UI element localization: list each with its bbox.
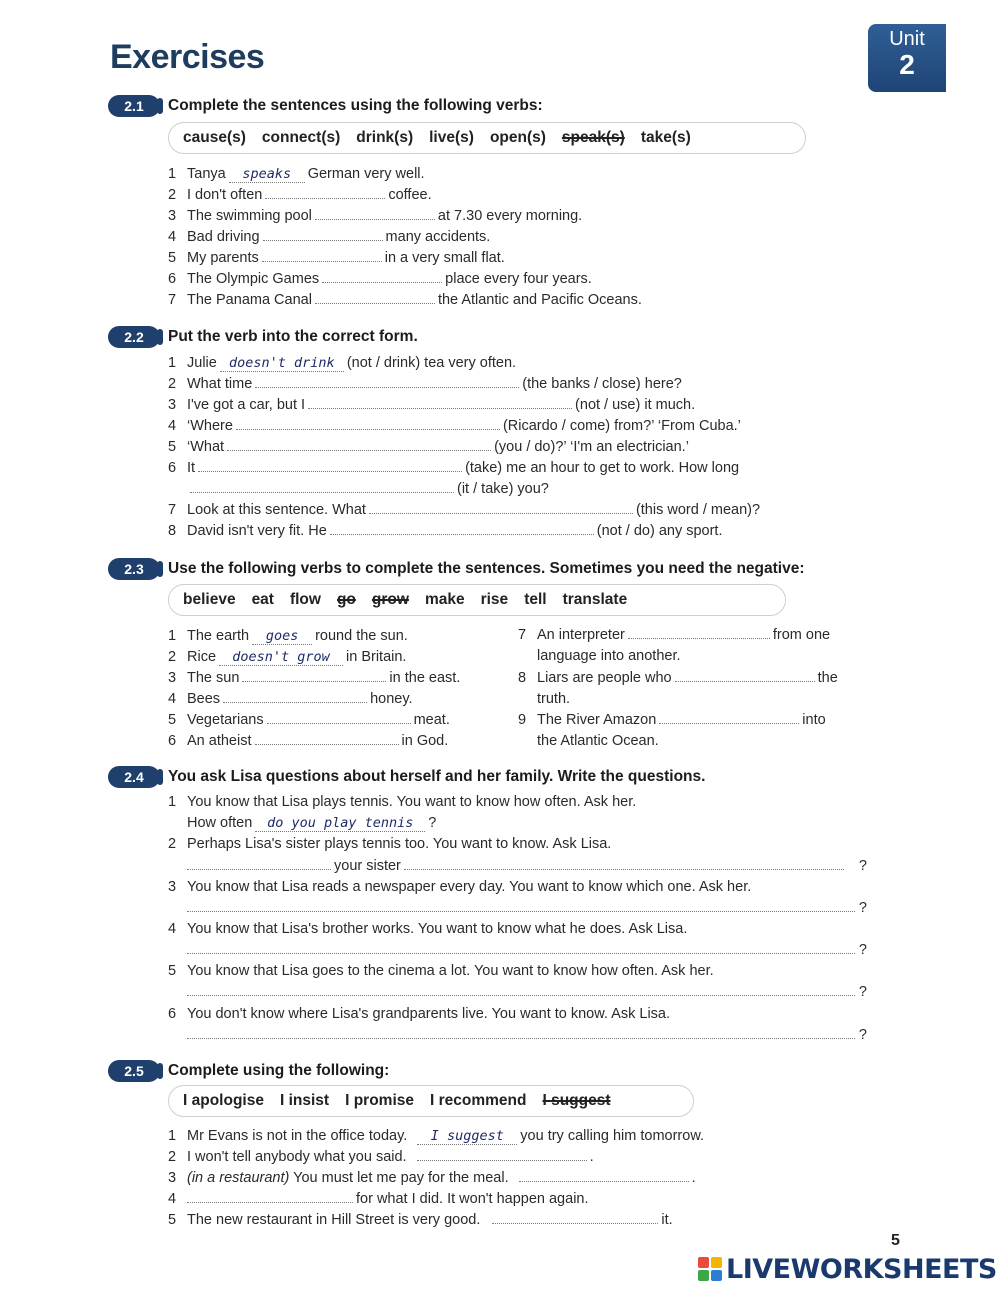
word: cause(s) <box>183 129 246 146</box>
liveworksheets-brand: LIVEWORKSHEETS <box>726 1253 997 1285</box>
answer-line: ? <box>187 898 867 918</box>
word: translate <box>562 591 628 608</box>
answer-line: ? <box>187 1025 867 1045</box>
answer-field[interactable] <box>223 689 367 703</box>
unit-number: 2 <box>899 49 915 80</box>
word: flow <box>289 591 321 608</box>
word: believe <box>183 591 236 608</box>
exercise-line: 5 ‘What (you / do)?’ ‘I'm an electrician.’ <box>168 439 689 455</box>
exercise-line: 9 The River Amazon into <box>518 712 826 728</box>
exercise-line-cont: truth. <box>537 691 571 707</box>
word-struck: I suggest <box>542 1092 611 1109</box>
answer-field[interactable]: goes <box>252 628 312 645</box>
word-box-2-5 <box>168 1085 694 1117</box>
word: rise <box>480 591 509 608</box>
exercise-line: 4 for what I did. It won't happen again. <box>168 1191 589 1207</box>
word-box-2-3 <box>168 584 786 616</box>
exercise-line: 4 Bad driving many accidents. <box>168 229 491 245</box>
section-badge-2-5: 2.5 <box>108 1060 160 1082</box>
answer-field[interactable]: speaks <box>229 166 305 183</box>
answer-field[interactable] <box>263 227 383 241</box>
exercise-line: 1 The earth goes round the sun. <box>168 628 408 644</box>
exercise-line: 4 Bees honey. <box>168 691 413 707</box>
exercise-line: 3 I've got a car, but I (not / use) it much. <box>168 397 696 413</box>
section-title-2-4: You ask Lisa questions about herself and her family. Write the questions. <box>168 768 706 785</box>
word-box-2-1 <box>168 122 806 154</box>
exercise-line: 2 I don't often coffee. <box>168 187 432 203</box>
answer-field[interactable] <box>417 1147 587 1161</box>
exercise-line-cont: the Atlantic Ocean. <box>537 733 659 749</box>
exercise-line: 5 My parents in a very small flat. <box>168 250 505 266</box>
word: I apologise <box>183 1092 264 1109</box>
exercise-line: 2 Rice doesn't grow in Britain. <box>168 649 407 665</box>
exercise-line: 3 (in a restaurant) You must let me pay for the meal. . <box>168 1170 696 1186</box>
exercise-line: 7 An interpreter from one <box>518 627 831 643</box>
answer-field[interactable] <box>227 437 491 451</box>
exercise-line-cont: language into another. <box>537 648 681 664</box>
answer-field[interactable] <box>190 479 454 493</box>
word-struck: go <box>336 591 356 608</box>
answer-field[interactable] <box>267 710 411 724</box>
answer-field[interactable] <box>404 856 844 870</box>
question-line: 2 Perhaps Lisa's sister plays tennis too. You want to know. Ask Lisa. <box>168 836 612 852</box>
answer-field[interactable]: doesn't grow <box>219 649 343 666</box>
answer-field[interactable] <box>187 856 331 870</box>
answer-field[interactable] <box>369 500 633 514</box>
exercise-line: 7 The Panama Canal the Atlantic and Pacific Oceans. <box>168 292 642 308</box>
answer-field[interactable] <box>519 1168 689 1182</box>
answer-field[interactable] <box>315 290 435 304</box>
section-title-2-1: Complete the sentences using the following verbs: <box>168 97 543 114</box>
exercise-line: 1 Julie doesn't drink (not / drink) tea very often. <box>168 355 517 371</box>
word: I insist <box>279 1092 330 1109</box>
answer-line: your sister ? <box>187 856 867 876</box>
answer-field[interactable]: I suggest <box>417 1128 517 1145</box>
answer-field[interactable] <box>262 248 382 262</box>
answer-field[interactable] <box>628 625 770 639</box>
answer-line: How often do you play tennis ? <box>187 815 437 831</box>
answer-field[interactable] <box>236 416 500 430</box>
page-title: Exercises <box>110 38 265 76</box>
word: connect(s) <box>261 129 341 146</box>
exercise-line: 5 Vegetarians meat. <box>168 712 450 728</box>
answer-field[interactable] <box>265 185 385 199</box>
unit-tab <box>868 24 946 92</box>
word: eat <box>251 591 274 608</box>
answer-field[interactable] <box>187 940 855 954</box>
answer-field[interactable] <box>187 982 855 996</box>
answer-field[interactable]: doesn't drink <box>220 355 344 372</box>
word: I promise <box>345 1092 414 1109</box>
answer-field[interactable] <box>659 710 799 724</box>
section-title-2-2: Put the verb into the correct form. <box>168 328 418 345</box>
exercise-line: 6 The Olympic Games place every four years. <box>168 271 592 287</box>
exercise-line: 1 Tanya speaks German very well. <box>168 166 425 182</box>
liveworksheets-logo[interactable] <box>698 1254 997 1284</box>
exercise-line: 6 It (take) me an hour to get to work. How long <box>168 460 740 476</box>
word: make <box>424 591 465 608</box>
section-badge-2-4: 2.4 <box>108 766 160 788</box>
word-struck: grow <box>371 591 409 608</box>
exercise-line: 5 The new restaurant in Hill Street is very good. it. <box>168 1212 673 1228</box>
exercise-line: 6 An atheist in God. <box>168 733 449 749</box>
word: take(s) <box>640 129 691 146</box>
word: open(s) <box>489 129 546 146</box>
answer-field[interactable] <box>255 731 399 745</box>
answer-field[interactable] <box>315 206 435 220</box>
exercise-line: (it / take) you? <box>168 479 549 499</box>
word: tell <box>524 591 547 608</box>
answer-field[interactable] <box>675 668 815 682</box>
answer-field[interactable] <box>308 395 572 409</box>
exercise-line: 3 The sun in the east. <box>168 670 461 686</box>
section-badge-2-3: 2.3 <box>108 558 160 580</box>
question-line: 5 You know that Lisa goes to the cinema a lot. You want to know how often. Ask her. <box>168 963 714 979</box>
unit-label: Unit <box>889 28 925 50</box>
answer-field[interactable]: do you play tennis <box>255 815 425 832</box>
section-badge-2-1: 2.1 <box>108 95 160 117</box>
exercise-line: 8 Liars are people who the <box>518 670 838 686</box>
exercise-line: 4 ‘Where (Ricardo / come) from?’ ‘From Cuba.’ <box>168 418 741 434</box>
question-line: 6 You don't know where Lisa's grandparents live. You want to know. Ask Lisa. <box>168 1006 671 1022</box>
answer-field[interactable] <box>187 1189 353 1203</box>
section-badge-2-2: 2.2 <box>108 326 160 348</box>
word: drink(s) <box>356 129 414 146</box>
exercise-line: 3 The swimming pool at 7.30 every morning. <box>168 208 583 224</box>
question-line: 3 You know that Lisa reads a newspaper every day. You want to know which one. Ask her. <box>168 879 752 895</box>
answer-field[interactable] <box>198 458 462 472</box>
answer-line: ? <box>187 982 867 1002</box>
exercise-line: 8 David isn't very fit. He (not / do) any sport. <box>168 523 723 539</box>
answer-field[interactable] <box>330 521 594 535</box>
answer-field[interactable] <box>492 1210 658 1224</box>
answer-field[interactable] <box>242 668 386 682</box>
page-number: 5 <box>891 1232 900 1249</box>
answer-field[interactable] <box>255 374 519 388</box>
answer-line: ? <box>187 940 867 960</box>
word: I recommend <box>430 1092 527 1109</box>
word: live(s) <box>429 129 474 146</box>
exercise-line: 2 What time (the banks / close) here? <box>168 376 682 392</box>
exercise-line: 7 Look at this sentence. What (this word / mean)? <box>168 502 761 518</box>
answer-field[interactable] <box>187 898 855 912</box>
liveworksheets-icon <box>698 1257 722 1281</box>
answer-field[interactable] <box>187 1025 855 1039</box>
answer-field[interactable] <box>322 269 442 283</box>
section-title-2-5: Complete using the following: <box>168 1062 390 1079</box>
question-line: 4 You know that Lisa's brother works. You want to know what he does. Ask Lisa. <box>168 921 688 937</box>
section-title-2-3: Use the following verbs to complete the sentences. Sometimes you need the negative: <box>168 560 805 577</box>
question-line: 1 You know that Lisa plays tennis. You want to know how often. Ask her. <box>168 794 637 810</box>
exercise-line: 2 I won't tell anybody what you said. . <box>168 1149 594 1165</box>
word-struck: speak(s) <box>561 129 625 146</box>
exercise-line: 1 Mr Evans is not in the office today. I suggest you try calling him tomorrow. <box>168 1128 705 1144</box>
